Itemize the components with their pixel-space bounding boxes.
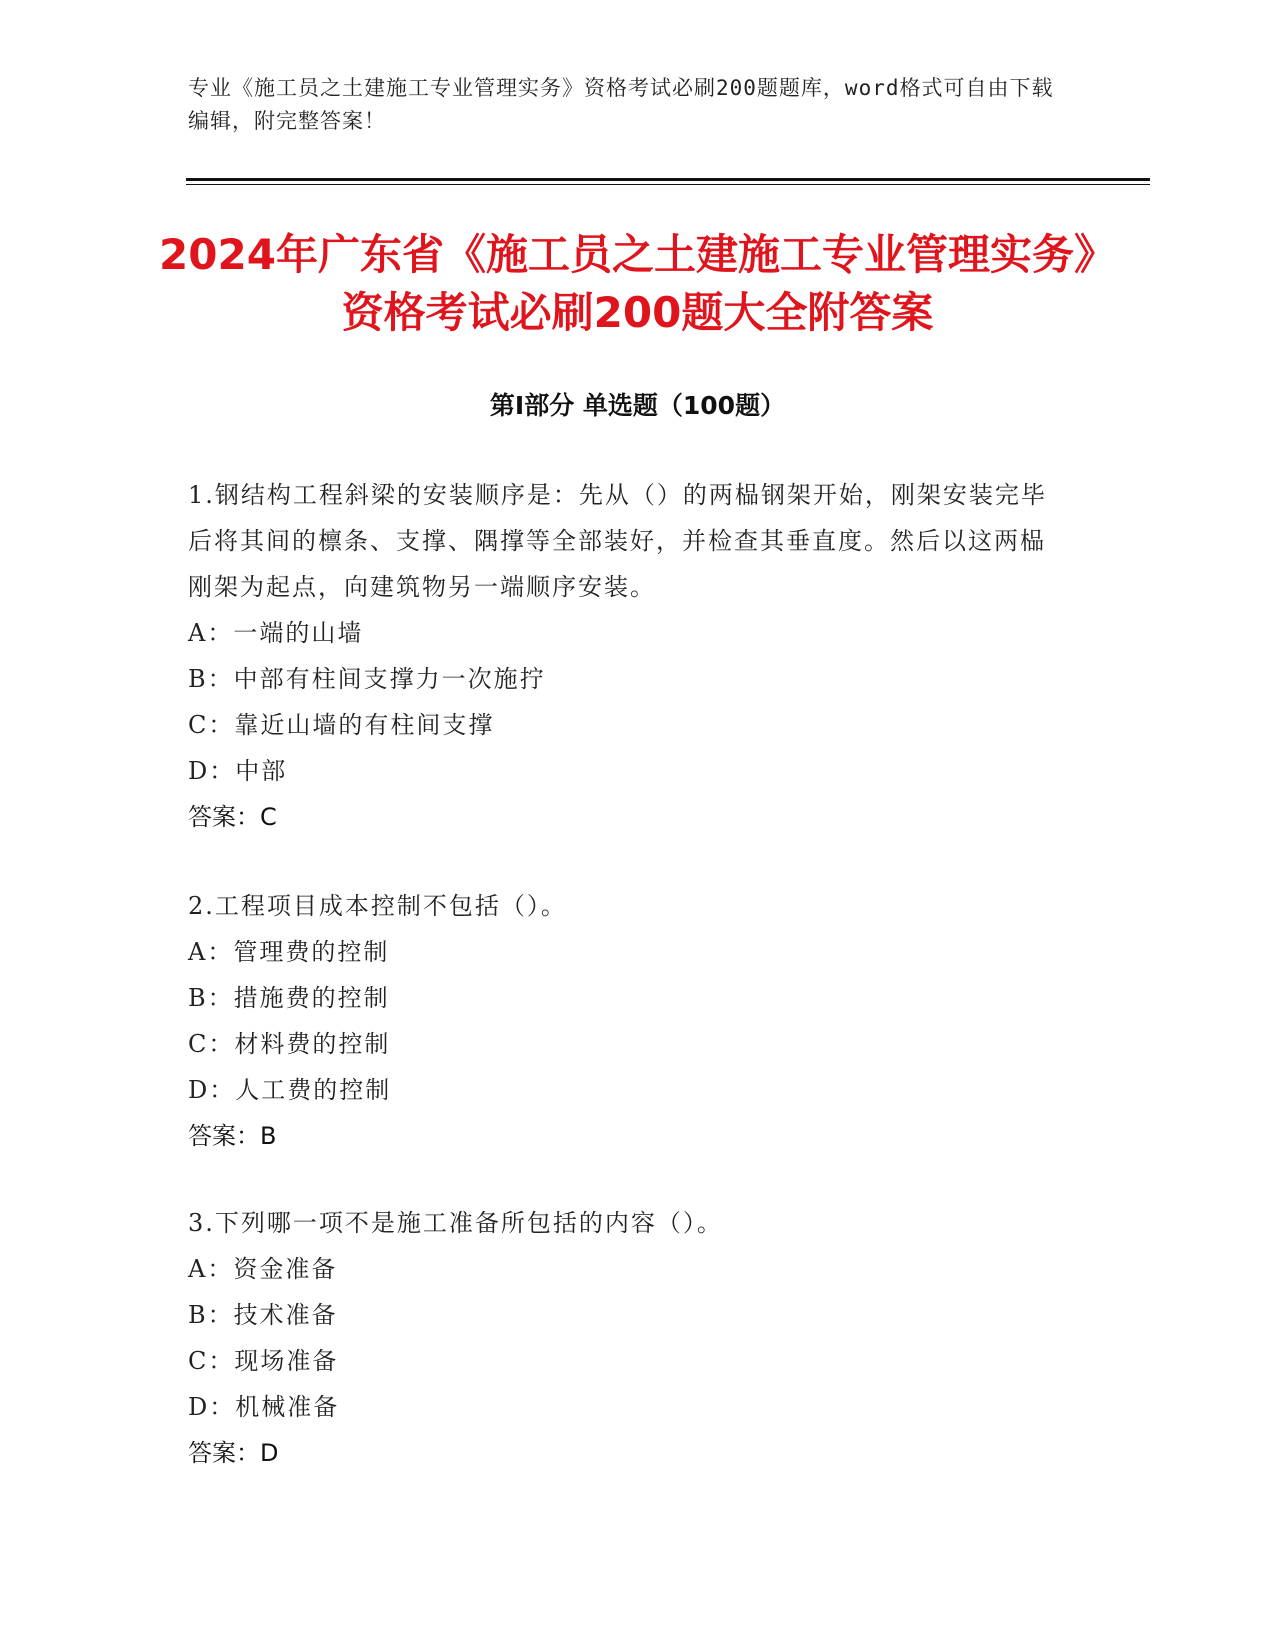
answer: 答案：D [188, 1439, 279, 1467]
section-title: 第I部分 单选题（100题） [489, 391, 786, 420]
header-divider-thin [186, 184, 1150, 185]
question-block [188, 1200, 1068, 1476]
document-title: 2024年广东省《施工员之土建施工专业管理实务》资格考试必刷200题大全附答案 [159, 230, 1116, 337]
option-b: B：措施费的控制 [188, 984, 390, 1012]
answer: 答案：B [188, 1122, 277, 1150]
question-stem: 3.下列哪一项不是施工准备所包括的内容（）。 [188, 1209, 723, 1237]
question-block [188, 883, 1068, 1159]
answer: 答案：C [188, 803, 277, 831]
header-note: 专业《施工员之土建施工专业管理实务》资格考试必刷200题题库，word格式可自由下载编辑，附完整答案！ [188, 76, 1054, 133]
question-stem: 2.工程项目成本控制不包括（）。 [188, 892, 567, 920]
option-a: A：管理费的控制 [188, 938, 390, 966]
option-d: D：机械准备 [188, 1393, 340, 1421]
header-divider-thick [186, 178, 1150, 181]
question-block [188, 472, 1068, 840]
option-b: B：中部有柱间支撑力一次施拧 [188, 665, 546, 693]
option-b: B：技术准备 [188, 1301, 338, 1329]
option-c: C：靠近山墙的有柱间支撑 [188, 711, 495, 739]
option-a: A：资金准备 [188, 1255, 338, 1283]
option-c: C：现场准备 [188, 1347, 339, 1375]
option-c: C：材料费的控制 [188, 1030, 391, 1058]
option-d: D：人工费的控制 [188, 1076, 392, 1104]
option-a: A：一端的山墙 [188, 619, 364, 647]
question-stem: 1.钢结构工程斜梁的安装顺序是：先从（）的两榀钢架开始，刚架安装完毕后将其间的檩条、支撑、隅撑等全部装好，并检查其垂直度。然后以这两榀刚架为起点，向建筑物另一端顺序安装。 [188, 481, 1047, 601]
option-d: D：中部 [188, 757, 288, 785]
